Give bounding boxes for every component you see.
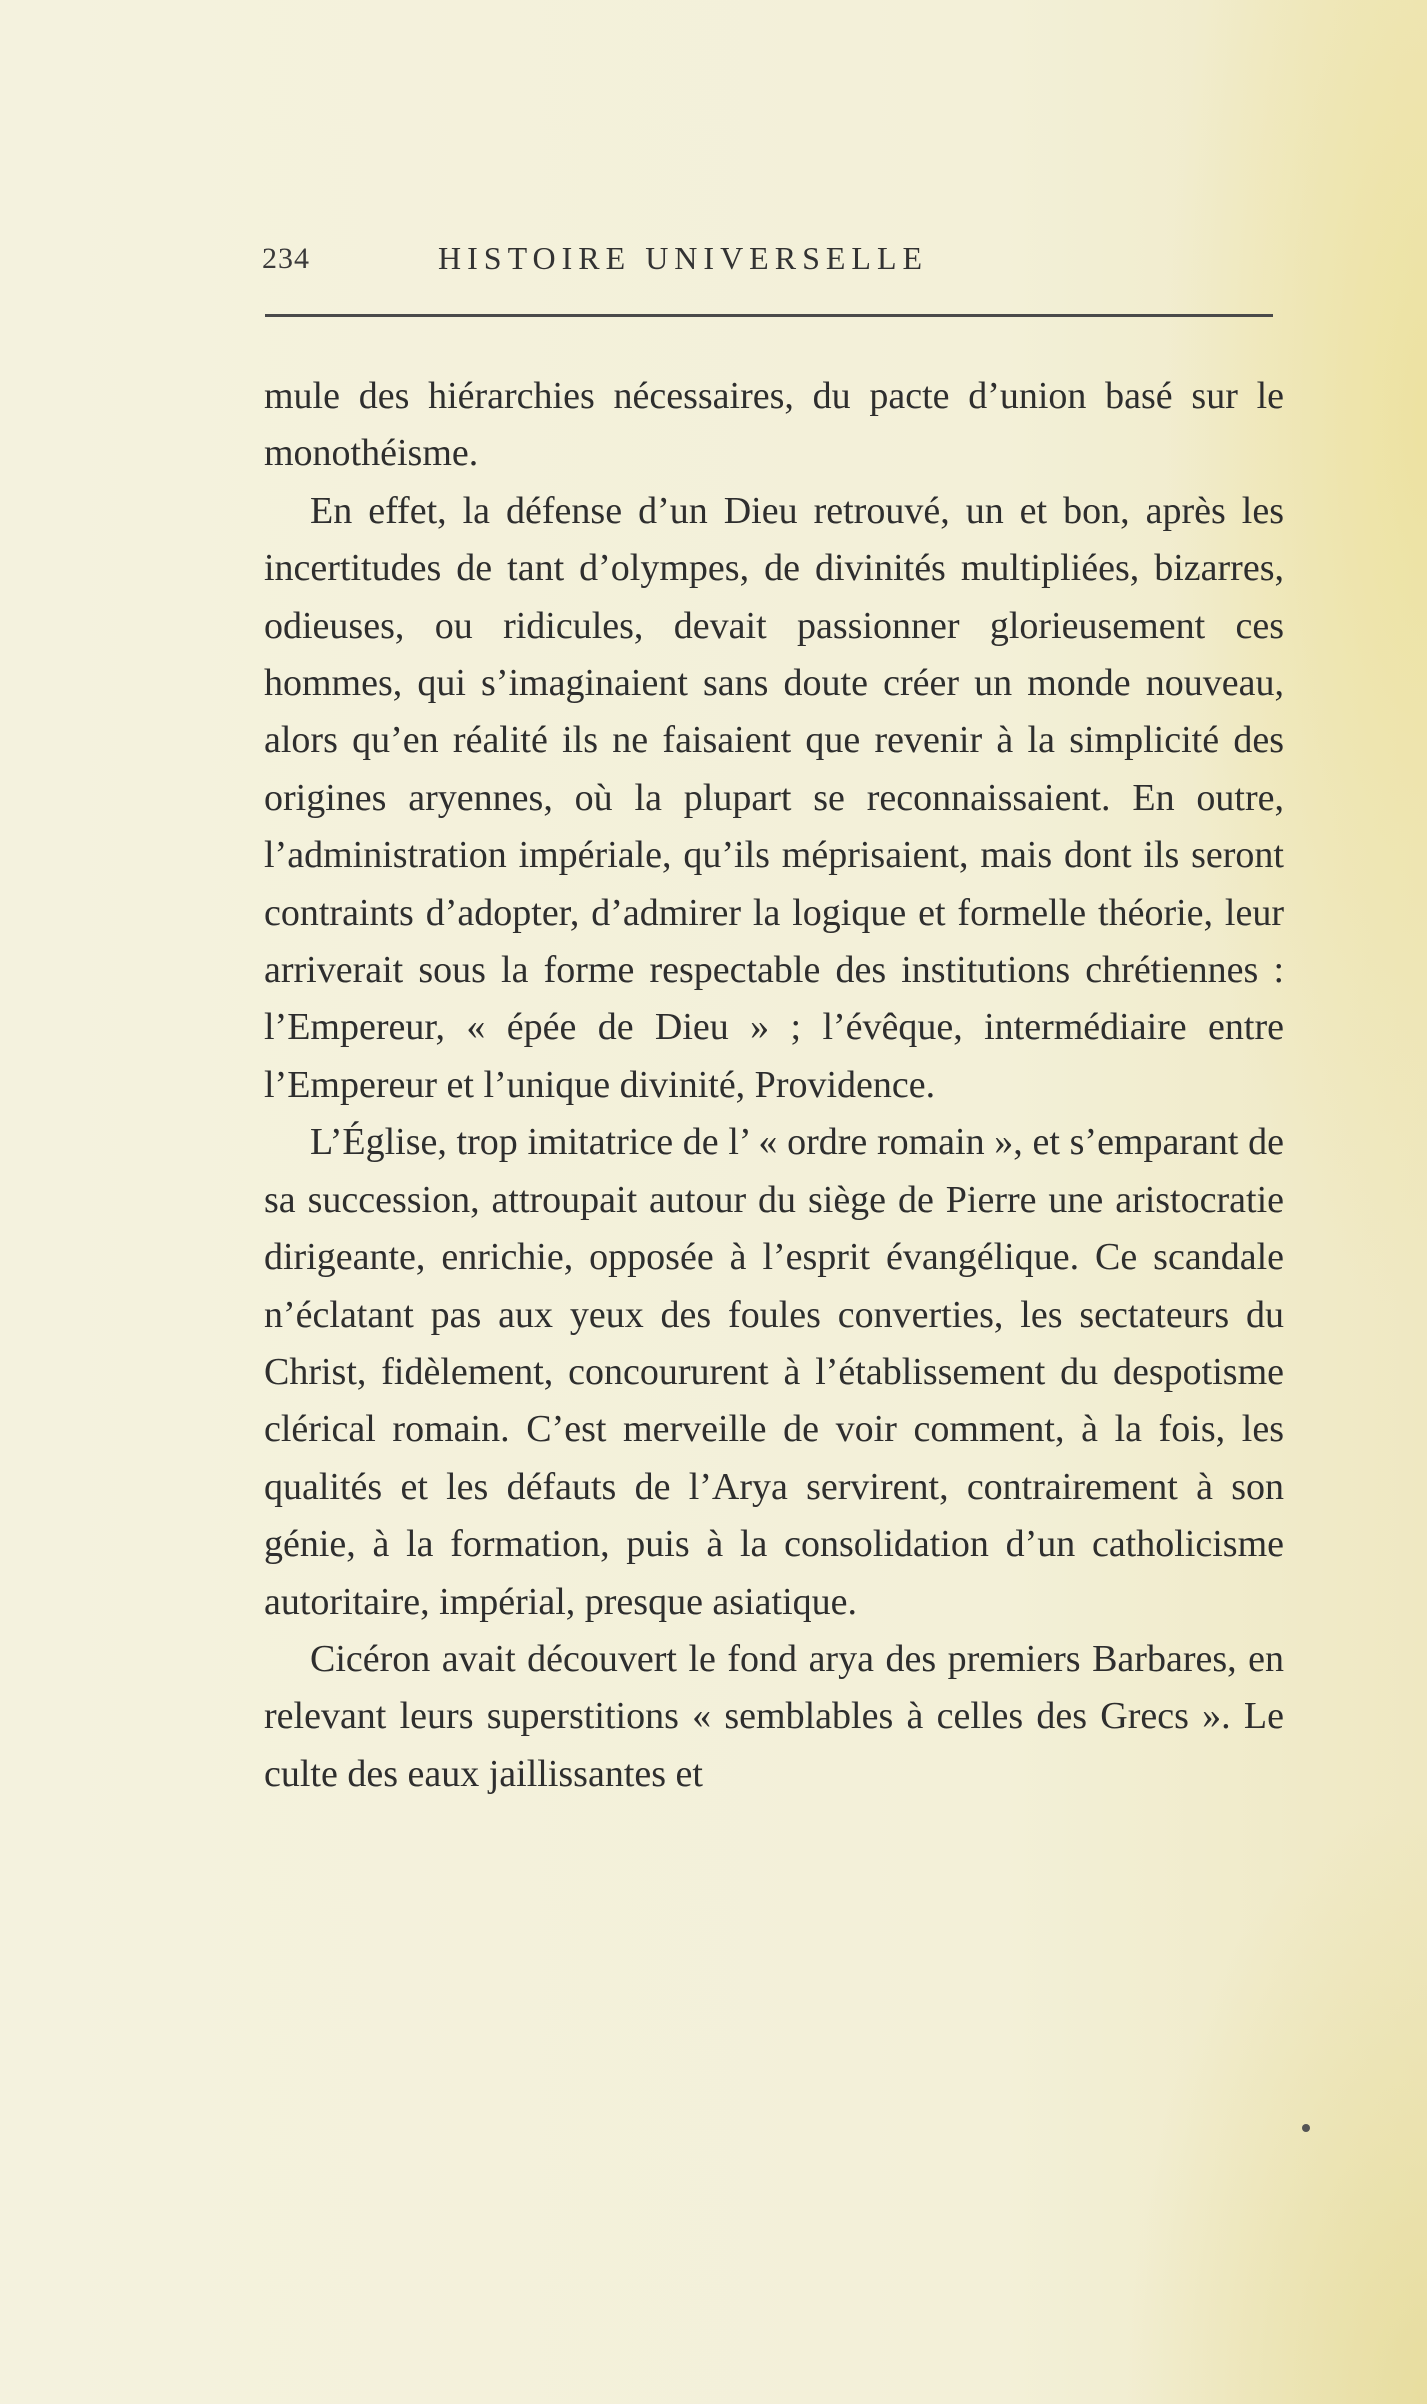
paragraph: Cicéron avait découvert le fond arya des premiers Barbares, en relevant leurs superstitions « semblables à celles des Grecs ». Le culte des eaux jaillissantes et: [264, 1637, 1284, 1795]
running-title: HISTOIRE UNIVERSELLE: [438, 240, 929, 276]
ink-dot-mark: [1302, 2124, 1310, 2132]
paragraph: En effet, la défense d’un Dieu retrouvé, un et bon, après les incertitudes de tant d’olympes, de divinités multipliées, bizarres, odieuses, ou ridicules, devait passionner glorieusement ces hommes, qui s’imaginaient sans doute créer un monde nouveau, alors qu’en réalité ils ne faisaient que revenir à la simplicité des origines aryennes, où la plupart se reconnaissaient. En outre, l’administration impériale, qu’ils méprisaient, mais dont ils seront contraints d’adopter, d’admirer la logique et formelle théorie, leur arriverait sous la forme respectable des institutions chrétiennes : l’Empereur, « épée de Dieu » ; l’évêque, intermédiaire entre l’Empereur et l’unique divinité, Providence.: [264, 489, 1284, 1106]
paragraph-continued: mule des hiérarchies nécessaires, du pacte d’union basé sur le monothéisme.: [264, 375, 1284, 475]
paragraph: L’Église, trop imitatrice de l’ « ordre romain », et s’emparant de sa succession, attroupait autour du siège de Pierre une aristocratie dirigeante, enrichie, opposée à l’esprit évangélique. Ce scandale n’éclatant pas aux yeux des foules converties, les sectateurs du Christ, fidèlement, concoururent à l’établissement du despotisme clérical romain. C’est merveille de voir comment, à la fois, les qualités et les défauts de l’Arya servirent, contrairement à son génie, à la formation, puis à la consolidation d’un catholicisme autoritaire, impérial, presque asiatique.: [264, 1121, 1284, 1623]
header-rule: [265, 314, 1273, 317]
page-header: [262, 236, 1270, 286]
page-number: 234: [262, 242, 310, 275]
body-text: [264, 368, 1284, 2048]
